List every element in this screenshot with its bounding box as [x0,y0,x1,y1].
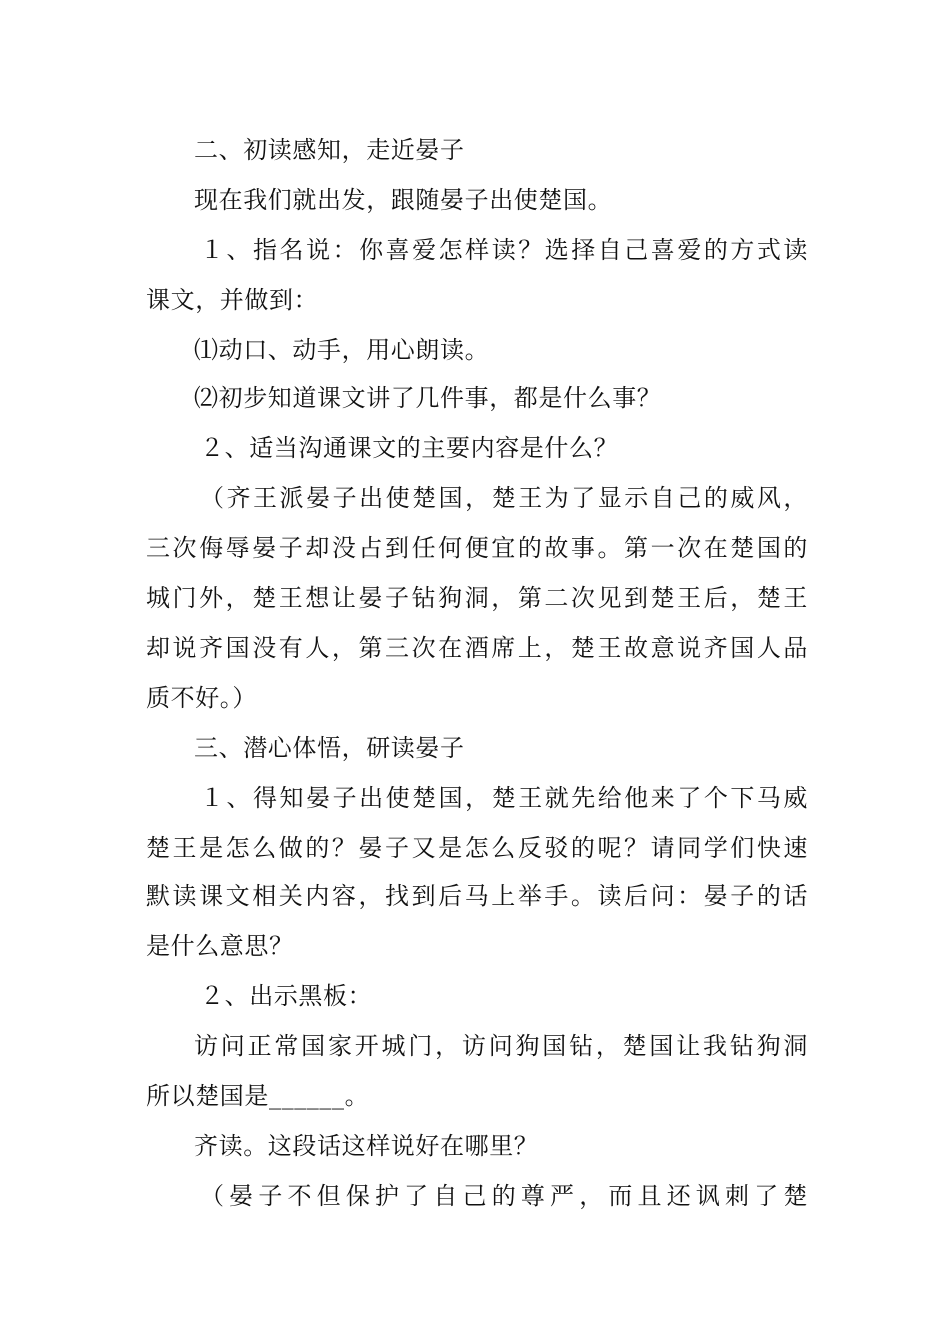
list-item: ⑴动口、动手，用心朗读。 [194,336,490,364]
paragraph-line: 齐读。这段话这样说好在哪里？ [194,1132,539,1160]
paragraph-line: 所以楚国是______。 [146,1082,370,1110]
list-item: ⑵初步知道课文讲了几件事，都是什么事？ [194,384,662,412]
paragraph-line: 是什么意思？ [146,932,294,960]
section-heading-3: 三、潜心体悟，研读晏子 [194,734,465,762]
paragraph-line: 楚王是怎么做的？晏子又是怎么反驳的呢？请同学们快速 [146,834,808,862]
paragraph-line: ２、出示黑板： [200,982,373,1010]
paragraph-line: 现在我们就出发，跟随晏子出使楚国。 [194,186,613,214]
paragraph-line: （晏子不但保护了自己的尊严，而且还讽刺了楚 [200,1182,808,1210]
paragraph-line: （齐王派晏子出使楚国，楚王为了显示自己的威风， [200,484,808,512]
paragraph-line: １、得知晏子出使楚国，楚王就先给他来了个下马威 [200,784,808,812]
paragraph-line: １、指名说：你喜爱怎样读？选择自己喜爱的方式读 [200,236,808,264]
paragraph-line: 三次侮辱晏子却没占到任何便宜的故事。第一次在楚国的 [146,534,808,562]
paragraph-line: 城门外，楚王想让晏子钻狗洞，第二次见到楚王后，楚王 [146,584,808,612]
paragraph-line: 课文，并做到： [146,286,319,314]
section-heading-2: 二、初读感知，走近晏子 [194,136,465,164]
paragraph-line: 默读课文相关内容，找到后马上举手。读后问：晏子的话 [146,882,808,910]
paragraph-line: 质不好。） [146,684,257,712]
paragraph-line: ２、适当沟通课文的主要内容是什么？ [200,434,619,462]
paragraph-line: 访问正常国家开城门，访问狗国钻，楚国让我钻狗洞 [194,1032,808,1060]
paragraph-line: 却说齐国没有人，第三次在酒席上，楚王故意说齐国人品 [146,634,808,662]
